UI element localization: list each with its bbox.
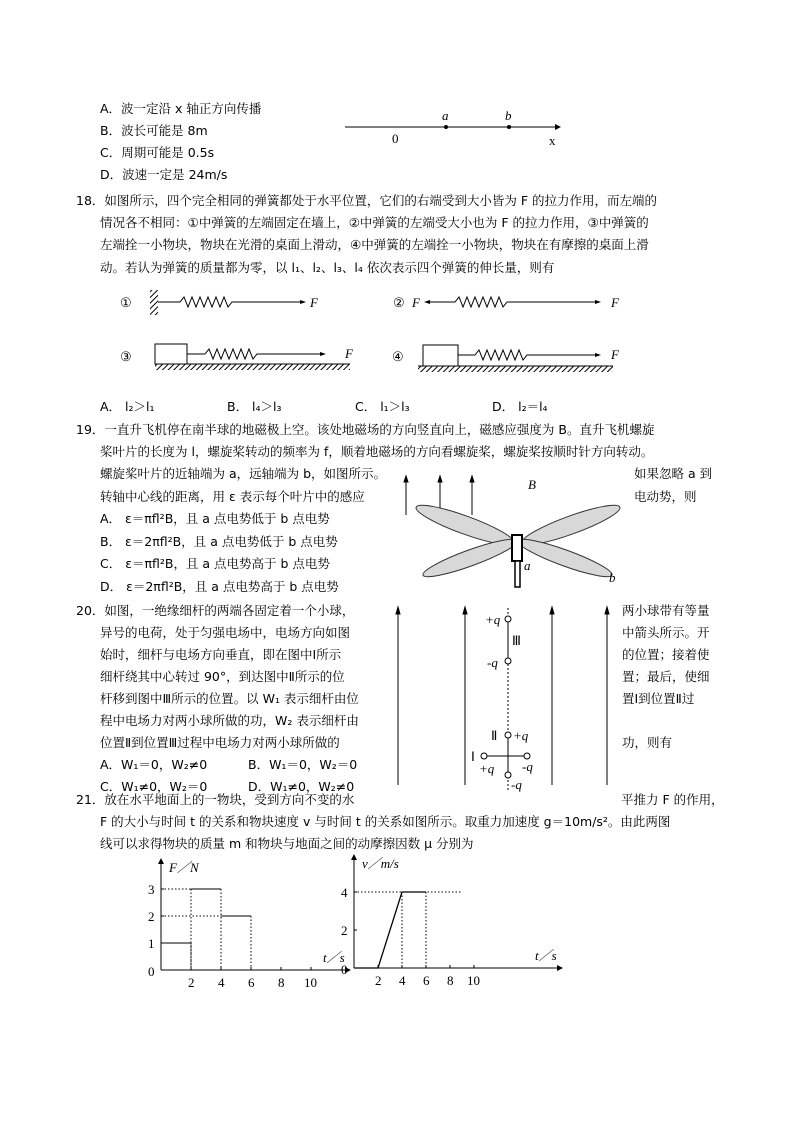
q20-line-2: 异号的电荷，处于匀强电场中，电场方向如图: [100, 625, 351, 640]
y-axis-arrow: [351, 854, 357, 860]
q20-line-7: 位置Ⅱ到位置Ⅲ过程中电场力对两小球所做的: [100, 735, 340, 750]
label-3: ③: [120, 349, 132, 364]
origin-label: 0: [148, 964, 155, 979]
x-axis-label: t／s: [535, 948, 557, 963]
q18-line-4: 动。若认为弹簧的质量都为零，以 l₁、l₂、l₃、l₄ 依次表示四个弹簧的伸长量，则有: [100, 260, 555, 275]
charge-label: -q: [487, 655, 498, 670]
label-2: ②: [393, 295, 405, 310]
q18-option-d: D． l₂＝l₄: [492, 399, 548, 414]
q20-right-3: 的位置；接着使: [622, 647, 710, 662]
y-tick-label: 2: [341, 923, 348, 938]
a-label: a: [524, 558, 531, 573]
x-tick-label: 2: [375, 973, 382, 988]
a-label: a: [442, 108, 449, 123]
q20-line-1: 20．如图，一绝缘细杆的两端各固定着一个小球，: [76, 603, 355, 618]
charge-label: +q: [485, 612, 501, 627]
q19-option-c: C． ε＝πfl²B，且 a 点电势高于 b 点电势: [100, 556, 330, 571]
q19-option-b: B． ε＝2πfl²B，且 a 点电势低于 b 点电势: [100, 534, 338, 549]
q18-line-3: 左端拴一小物块，物块在光滑的桌面上滑动，④中弹簧的左端拴一小物块，物块在有摩擦的桌面上滑: [100, 237, 649, 252]
charge-label: -q: [522, 759, 533, 774]
b-label: b: [505, 108, 512, 123]
q19-option-d: D． ε＝2πfl²B，且 a 点电势高于 b 点电势: [100, 579, 339, 594]
q20-right-5: 置Ⅰ到位置Ⅱ过: [622, 691, 695, 706]
x-tick-label: 6: [423, 973, 430, 988]
q19-line-3: 螺旋桨叶片的近轴端为 a，远轴端为 b，如图所示。: [100, 466, 387, 481]
force-label: F: [611, 295, 619, 310]
q20-option-d: D．W₁≠0，W₂≠0: [248, 779, 355, 794]
q20-line-5: 杆移到图中Ⅲ所示的位置。以 W₁ 表示细杆由位: [100, 691, 359, 706]
q17-option-a: A．波一定沿 x 轴正方向传播: [100, 101, 262, 116]
b-field-label: B: [528, 477, 536, 492]
q20-right-4: 置；最后，使细: [622, 669, 710, 684]
origin-label: 0: [341, 962, 348, 977]
q19-line-2: 桨叶片的长度为 l，螺旋桨转动的频率为 f，顺着地磁场的方向看螺旋桨，螺旋桨按顺时针方向转动。: [100, 444, 654, 459]
y-tick-label: 3: [148, 882, 155, 897]
origin-label: 0: [392, 131, 399, 146]
position-ii-label: Ⅱ: [491, 728, 498, 743]
x-tick-label: 4: [399, 973, 406, 988]
q19-line-4: 转轴中心线的距离，用 ε 表示每个叶片中的感应: [100, 489, 365, 504]
q20-option-b: B．W₁＝0，W₂＝0: [248, 757, 358, 772]
q19-option-a: A． ε＝πfl²B，且 a 点电势低于 b 点电势: [100, 511, 330, 526]
q20-right-7: 功，则有: [622, 735, 673, 750]
q20-option-c: C．W₁≠0，W₂＝0: [100, 779, 208, 794]
charge-label: +q: [513, 728, 529, 743]
charge-label: -q: [511, 777, 522, 792]
b-label: b: [609, 570, 616, 585]
y-axis-label: F／N: [169, 860, 199, 875]
q18-line-2: 情况各不相同：①中弹簧的左端固定在墙上，②中弹簧的左端受大小也为 F 的拉力作用，③中弹簧的: [100, 215, 649, 230]
q21-line-2: F 的大小与时间 t 的关系和物块速度 v 与时间 t 的关系如图所示。取重力加速度 g＝10m/s²。由此两图: [100, 814, 671, 829]
force-label: F: [611, 347, 619, 362]
charge-label: +q: [479, 761, 495, 776]
position-i-label: Ⅰ: [471, 749, 475, 764]
x-tick-label: 6: [248, 975, 255, 990]
x-axis-arrow: [557, 965, 563, 971]
q17-option-c: C．周期可能是 0.5s: [100, 145, 215, 160]
q18-option-c: C． l₁＞l₃: [355, 399, 410, 414]
q20-right-2: 中箭头所示。开: [622, 625, 710, 640]
q20-line-6: 程中电场力对两小球所做的功，W₂ 表示细杆由: [100, 713, 359, 728]
q18-option-a: A． l₂＞l₁: [100, 399, 155, 414]
q20-line-4: 细杆绕其中心转过 90°，到达图中Ⅱ所示的位: [100, 669, 345, 684]
q19-right-1: 如果忽略 a 到: [634, 466, 713, 481]
q21-line-1: 21．放在水平地面上的一物块，受到方向不变的水: [76, 792, 355, 807]
y-tick-label: 1: [148, 936, 155, 951]
x-tick-label: 2: [188, 975, 195, 990]
x-tick-label: 10: [304, 975, 317, 990]
q21-line-3: 线可以求得物块的质量 m 和物块与地面之间的动摩擦因数 μ 分别为: [100, 836, 474, 851]
label-1: ①: [120, 295, 132, 310]
q20-option-a: A．W₁＝0，W₂≠0: [100, 757, 208, 772]
x-tick-label: 8: [447, 973, 454, 988]
q21-right-1: 平推力 F 的作用，: [621, 792, 724, 807]
x-label: x: [549, 133, 556, 148]
position-iii-label: Ⅲ: [512, 633, 521, 648]
q17-option-b: B．波长可能是 8m: [100, 123, 208, 138]
label-4: ④: [392, 349, 404, 364]
y-tick-label: 4: [341, 885, 348, 900]
x-tick-label: 4: [218, 975, 225, 990]
force-label: F: [345, 346, 353, 361]
x-tick-label: 8: [278, 975, 285, 990]
force-label: F: [310, 295, 318, 310]
x-tick-label: 10: [467, 973, 480, 988]
velocity-line: [354, 892, 426, 968]
force-label: F: [412, 295, 420, 310]
q18-line-1: 18．如图所示，四个完全相同的弹簧都处于水平位置，它们的右端受到大小皆为 F 的拉力作用，而左端的: [76, 193, 658, 208]
q19-line-1: 19．一直升飞机停在南半球的地磁极上空。该处地磁场的方向竖直向上，磁感应强度为 B。直升飞机螺旋: [76, 422, 655, 437]
y-axis-label: v／m/s: [362, 856, 399, 871]
x-axis-label: t／s: [323, 950, 345, 965]
q20-right-1: 两小球带有等量: [622, 603, 710, 618]
y-tick-label: 2: [148, 909, 155, 924]
q17-option-d: D．波速一定是 24m/s: [100, 167, 228, 182]
q18-option-b: B． l₄＞l₃: [227, 399, 282, 414]
q19-right-2: 电动势，则: [634, 489, 697, 504]
q20-line-3: 始时，细杆与电场方向垂直，即在图中Ⅰ所示: [100, 647, 342, 662]
